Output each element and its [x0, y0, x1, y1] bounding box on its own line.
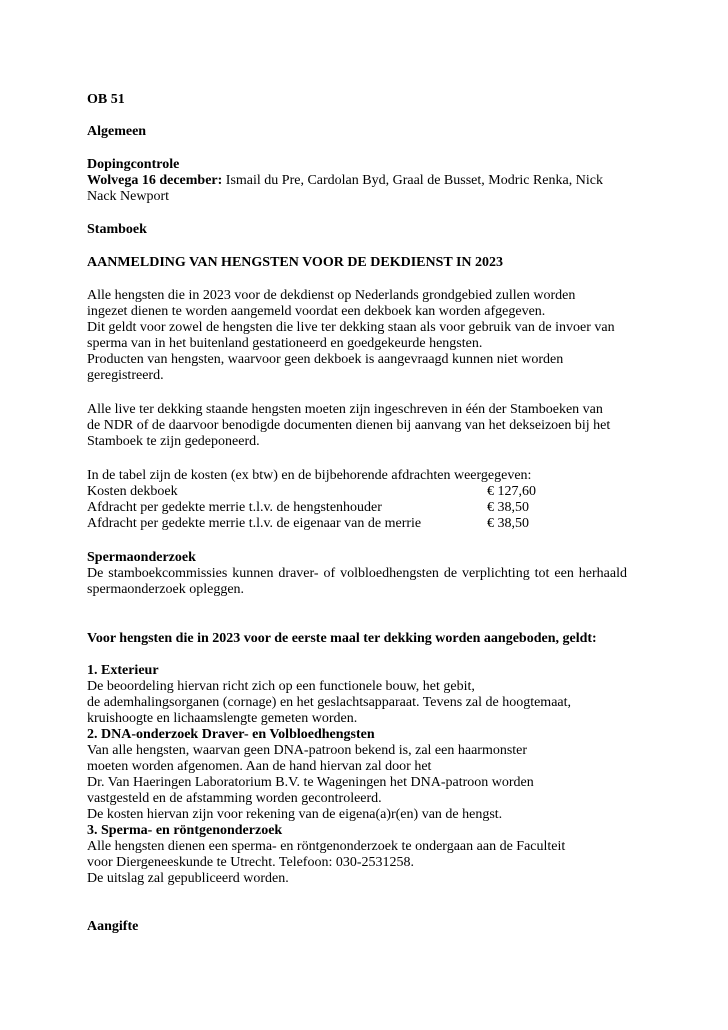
paragraph-line: Dr. Van Haeringen Laboratorium B.V. te Wageningen het DNA-patroon worden: [87, 775, 534, 790]
dna-paragraph: [87, 743, 647, 823]
cost-row: [87, 516, 547, 532]
cost-label: Afdracht per gedekte merrie t.l.v. de eigenaar van de merrie: [87, 516, 422, 531]
exterior-title: 1. Exterieur: [87, 663, 159, 678]
paragraph-line: Producten van hengsten, waarvoor geen dekboek is aangevraagd kunnen niet worden: [87, 352, 564, 367]
paragraph-line: Alle hengsten die in 2023 voor de dekdienst op Nederlands grondgebied zullen worden: [87, 288, 576, 303]
paragraph-line: moeten worden afgenomen. Aan de hand hiervan zal door het: [87, 759, 432, 774]
paragraph-line: Van alle hengsten, waarvan geen DNA-patroon bekend is, zal een haarmonster: [87, 743, 528, 758]
paragraph-line: Alle hengsten dienen een sperma- en röntgenonderzoek te ondergaan aan de Faculteit: [87, 839, 566, 854]
costs-intro: In de tabel zijn de kosten (ex btw) en de bijbehorende afdrachten weergegeven:: [87, 468, 532, 483]
paragraph-line: Alle live ter dekking staande hengsten moeten zijn ingeschreven in één der Stamboeken van: [87, 402, 603, 417]
paragraph-line: vastgesteld en de afstamming worden gecontroleerd.: [87, 791, 382, 806]
doping-text-line1: Ismail du Pre, Cardolan Byd, Graal de Busset, Modric Renka, Nick: [222, 173, 603, 188]
paragraph-line: de NDR of de daarvoor benodigde documenten dienen bij aanvang van het dekseizoen bij het: [87, 418, 611, 433]
sperm-xray-paragraph: [87, 839, 647, 887]
doc-code: OB 51: [87, 92, 125, 107]
cost-row: [87, 500, 547, 516]
cost-label: Afdracht per gedekte merrie t.l.v. de hengstenhouder: [87, 500, 382, 515]
studbook-paragraph-2: [87, 402, 647, 450]
paragraph-line: sperma van in het buitenland gestationeerd en goedgekeurde hengsten.: [87, 336, 483, 351]
paragraph-line: Stamboek te zijn gedeponeerd.: [87, 434, 260, 449]
doping-title: Dopingcontrole: [87, 157, 180, 172]
paragraph-line: kruishoogte en lichaamslengte gemeten worden.: [87, 711, 358, 726]
doping-label: Wolvega 16 december:: [87, 173, 223, 188]
first-time-heading: Voor hengsten die in 2023 voor de eerste maal ter dekking worden aangeboden, geldt:: [87, 631, 597, 646]
paragraph-line: spermaonderzoek opleggen.: [87, 582, 245, 597]
paragraph-line: De uitslag zal gepubliceerd worden.: [87, 871, 289, 886]
cost-value: € 127,60: [487, 484, 536, 499]
cost-label: Kosten dekboek: [87, 484, 178, 499]
dna-title: 2. DNA-onderzoek Draver- en Volbloedhengsten: [87, 727, 375, 742]
paragraph-line: De kosten hiervan zijn voor rekening van de eigena(a)r(en) van de hengst.: [87, 807, 503, 822]
section-general-title: Algemeen: [87, 124, 147, 139]
paragraph-line: voor Diergeneeskunde te Utrecht. Telefoon: 030-2531258.: [87, 855, 415, 870]
cost-value: € 38,50: [487, 500, 529, 515]
doping-line: [87, 173, 647, 189]
studbook-paragraph-1: [87, 288, 647, 384]
studbook-heading: AANMELDING VAN HENGSTEN VOOR DE DEKDIENST IN 2023: [87, 255, 504, 270]
doping-text-line2: Nack Newport: [87, 189, 170, 204]
paragraph-line: Dit geldt voor zowel de hengsten die live ter dekking staan als voor gebruik van de invoer van: [87, 320, 615, 335]
paragraph-line: De stamboekcommissies kunnen draver- of volbloedhengsten de verplichting tot een herhaald: [87, 566, 627, 581]
exterior-paragraph: [87, 679, 647, 727]
cost-value: € 38,50: [487, 516, 529, 531]
sperm-paragraph: [87, 566, 647, 598]
paragraph-line: ingezet dienen te worden aangemeld voordat een dekboek kan worden afgegeven.: [87, 304, 546, 319]
paragraph-line: geregistreerd.: [87, 368, 164, 383]
studbook-title: Stamboek: [87, 222, 147, 237]
sperm-title: Spermaonderzoek: [87, 550, 196, 565]
paragraph-line: De beoordeling hiervan richt zich op een functionele bouw, het gebit,: [87, 679, 475, 694]
declaration-title: Aangifte: [87, 919, 139, 934]
paragraph-line: de ademhalingsorganen (cornage) en het geslachtsapparaat. Tevens zal de hoogtemaat,: [87, 695, 572, 710]
sperm-xray-title: 3. Sperma- en röntgenonderzoek: [87, 823, 283, 838]
cost-row: [87, 484, 547, 500]
